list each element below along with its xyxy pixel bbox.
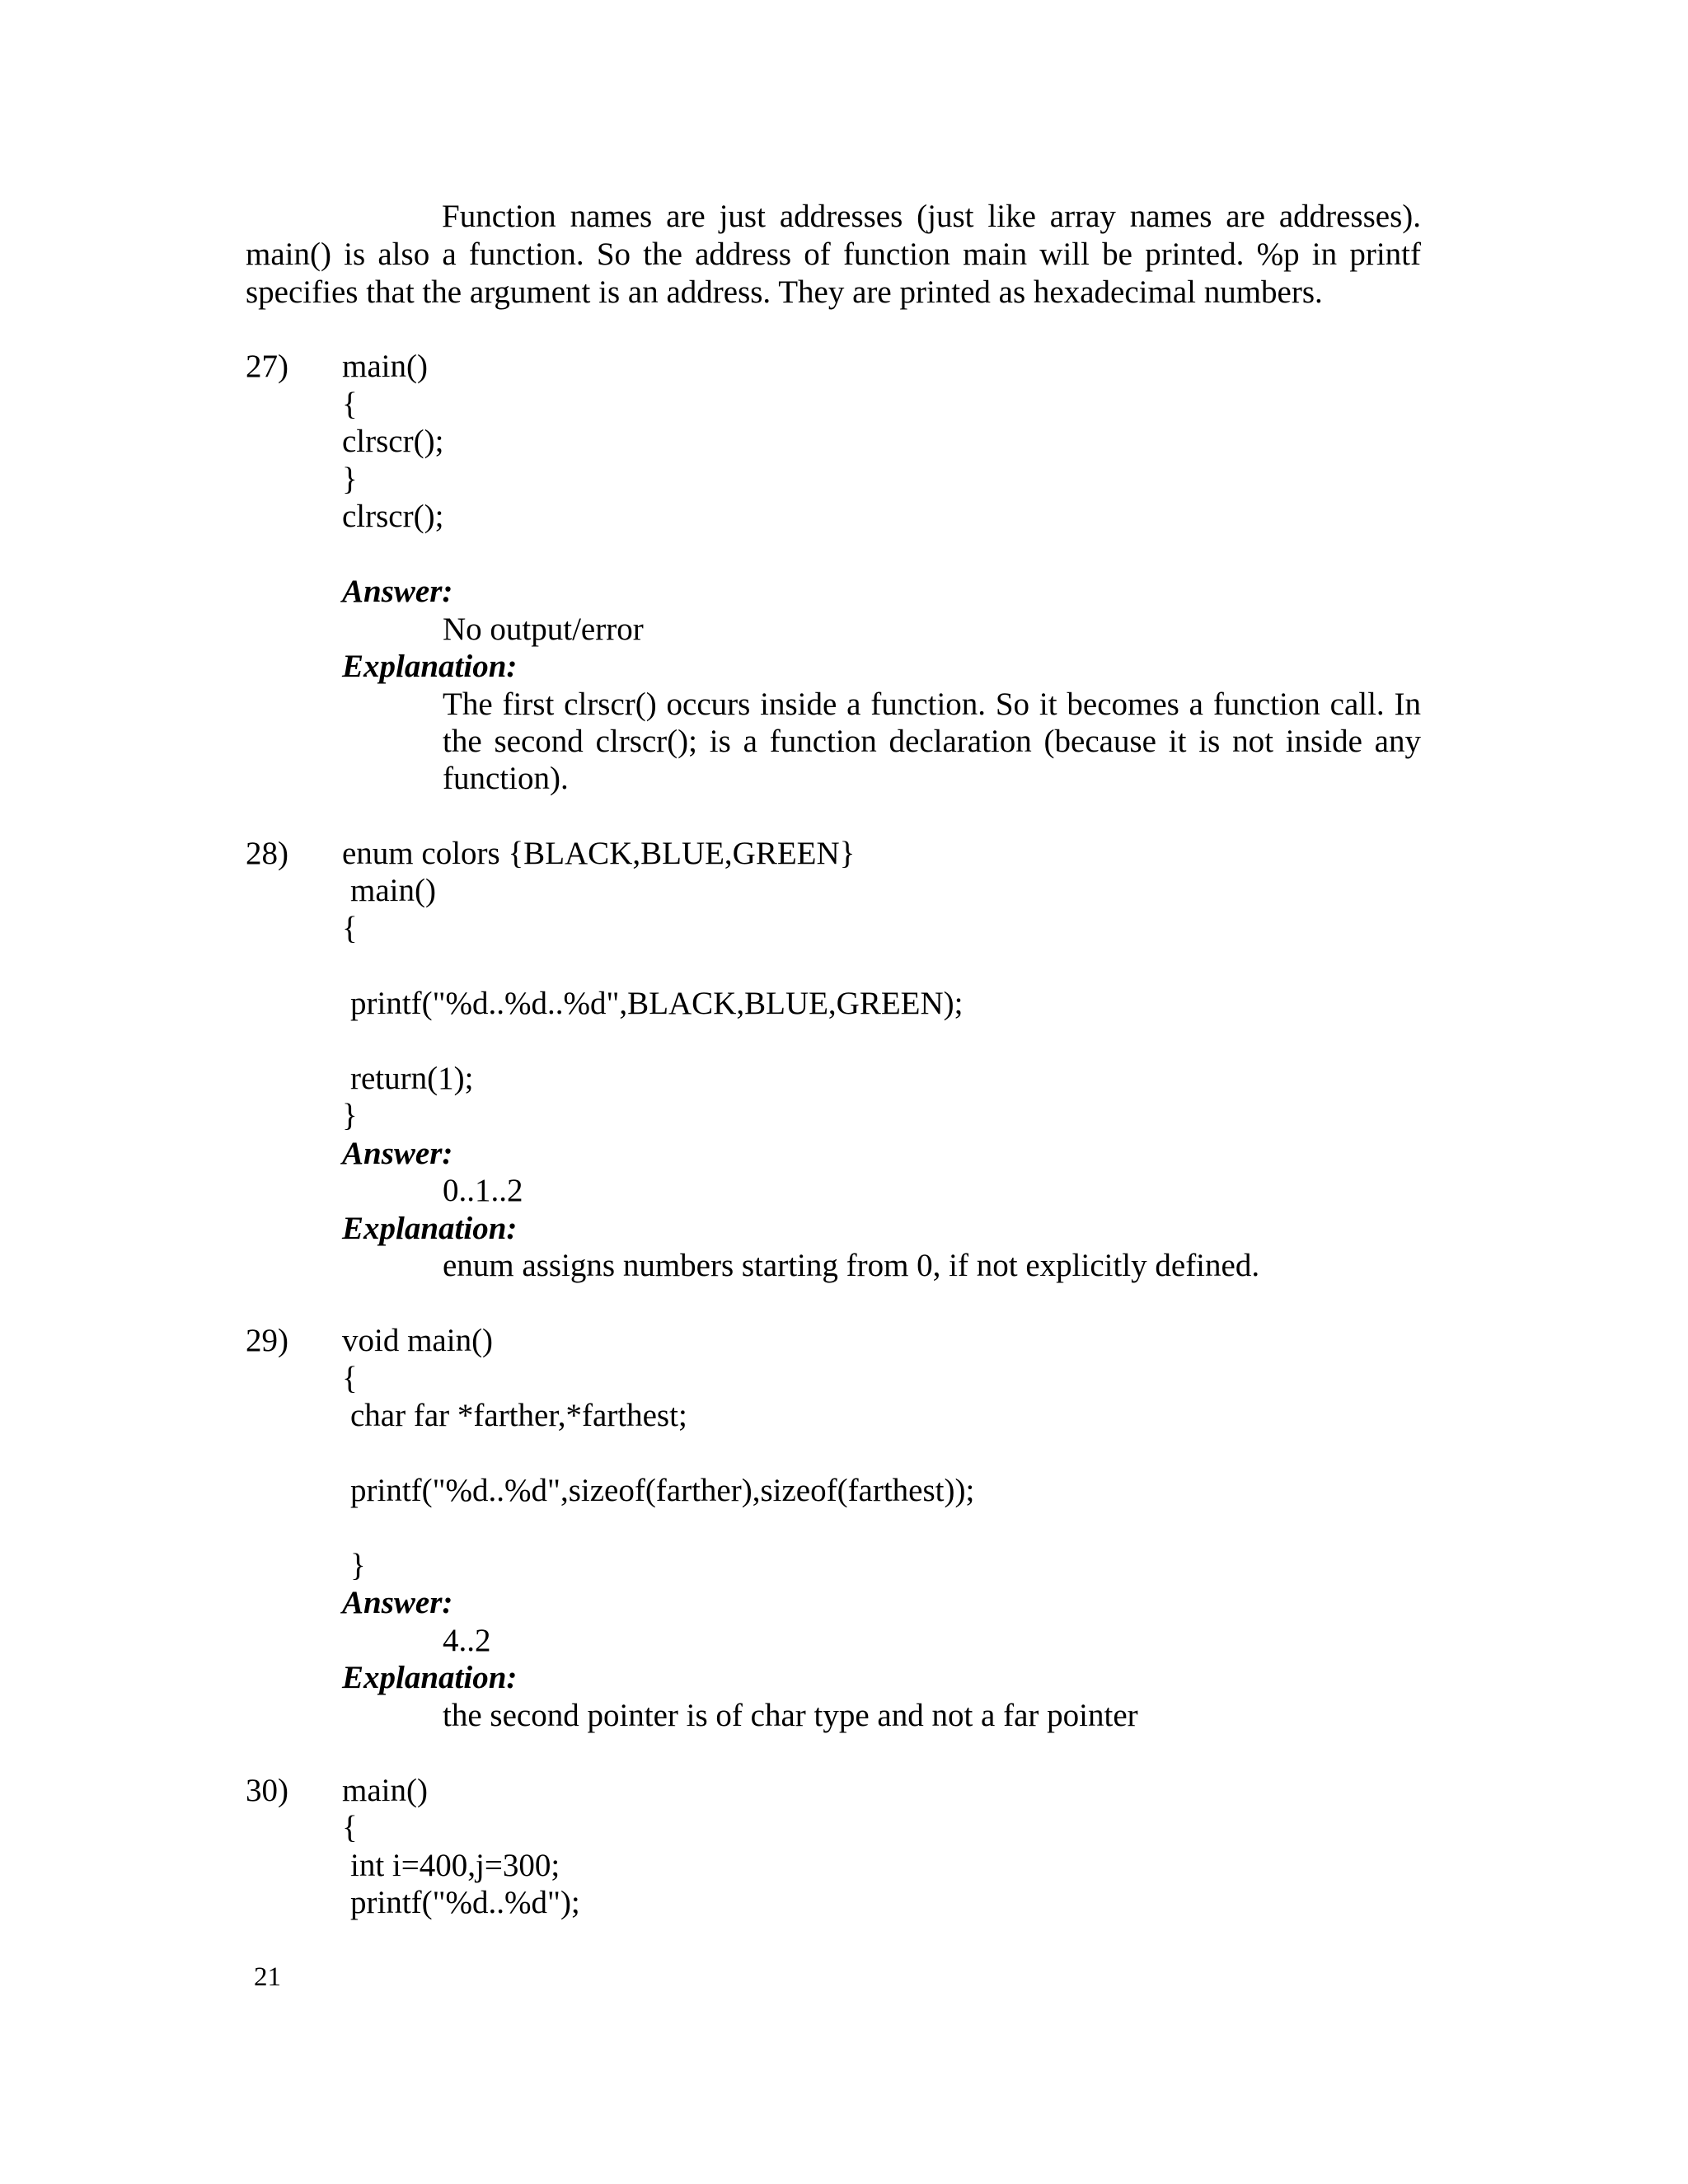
question-number-27: 27) [246,349,288,384]
code-line: clrscr(); [342,499,444,534]
code-line: printf("%d..%d"); [350,1885,580,1920]
code-line: int i=400,j=300; [350,1848,560,1883]
code-line: { [342,387,358,422]
page-number: 21 [254,1962,281,1992]
code-line: } [342,1098,358,1133]
explanation-label: Explanation: [342,1211,518,1246]
code-line: char far *farther,*farthest; [350,1398,687,1433]
answer-text: 0..1..2 [443,1173,523,1208]
code-line: } [342,462,358,497]
code-line: { [342,1361,358,1396]
explanation-line: function). [443,761,569,796]
code-line: main() [350,873,436,908]
answer-text: 4..2 [443,1623,491,1658]
code-line: clrscr(); [342,424,444,459]
answer-text: No output/error [443,612,644,647]
explanation-line: enum assigns numbers starting from 0, if not explicitly defined. [443,1248,1260,1283]
code-line: printf("%d..%d",sizeof(farther),sizeof(farthest)); [350,1473,975,1508]
code-line: { [342,1810,358,1845]
answer-label: Answer: [342,574,453,609]
explanation-line: The first clrscr() occurs inside a function. So it becomes a function call. In [443,687,1421,722]
intro-line-2: main() is also a function. So the address of function main will be printed. %p in printf [246,237,1421,272]
intro-line-3: specifies that the argument is an address. They are printed as hexadecimal numbers. [246,274,1323,310]
code-line: { [342,911,358,946]
question-number-28: 28) [246,836,288,871]
answer-label: Answer: [342,1136,453,1171]
explanation-label: Explanation: [342,649,518,684]
code-line: printf("%d..%d..%d",BLACK,BLUE,GREEN); [350,986,964,1021]
intro-line-1: Function names are just addresses (just like array names are addresses). [442,199,1421,234]
answer-label: Answer: [342,1585,453,1620]
question-number-29: 29) [246,1323,288,1358]
code-line: return(1); [350,1061,474,1096]
code-line: main() [342,1773,428,1808]
code-line: main() [342,349,428,384]
explanation-line: the second clrscr(); is a function declaration (because it is not inside any [443,724,1421,759]
question-number-30: 30) [246,1773,288,1808]
code-line: void main() [342,1323,494,1358]
code-line: enum colors {BLACK,BLUE,GREEN} [342,836,856,871]
explanation-label: Explanation: [342,1660,518,1695]
explanation-line: the second pointer is of char type and not a far pointer [443,1698,1138,1733]
code-line: } [350,1548,366,1583]
